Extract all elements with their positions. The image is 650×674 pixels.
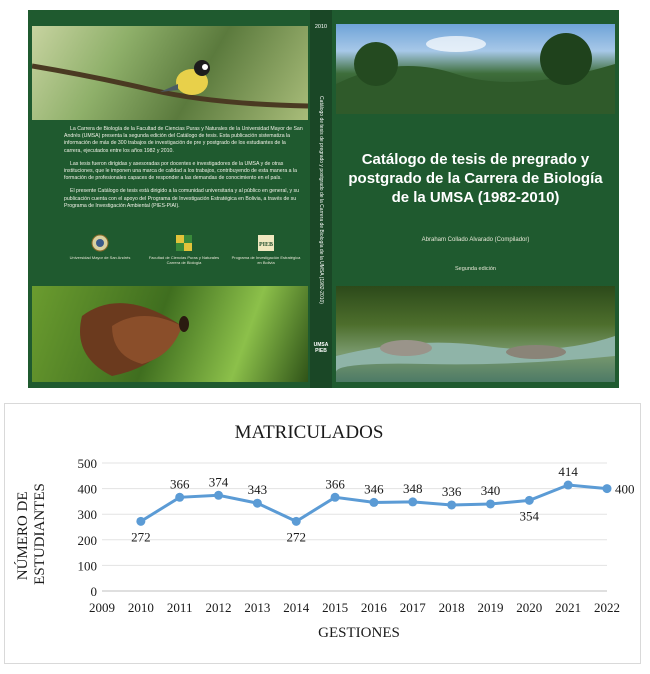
x-tick-label: 2019 (477, 600, 504, 615)
x-tick-label: 2020 (516, 600, 543, 615)
spine-title: Catálogo de tesis de pregrado y postgrado de la Carrera de Biología de la UMSA (1982-2010) (318, 96, 324, 304)
x-axis-label: GESTIONES (318, 625, 400, 641)
data-label: 348 (403, 480, 423, 496)
data-label: 366 (325, 476, 345, 492)
data-point (369, 498, 378, 507)
x-tick-label: 2016 (360, 600, 387, 615)
data-point (214, 491, 223, 500)
data-point (564, 481, 573, 490)
y-tick-label: 400 (77, 481, 97, 497)
data-label: 414 (558, 464, 578, 480)
front-cover (332, 10, 619, 388)
data-point (331, 493, 340, 502)
y-axis-label-line: NÚMERO DE (15, 491, 31, 581)
spine-code (310, 342, 332, 354)
book-author: Abraham Collado Alvarado (Compilador) (421, 237, 530, 243)
y-axis-label (14, 483, 48, 585)
data-label: 346 (364, 481, 384, 497)
y-tick-label: 500 (77, 456, 97, 471)
data-label: 343 (247, 482, 268, 498)
data-point (292, 517, 301, 526)
svg-text:PIEB: PIEB (258, 242, 274, 248)
x-tick-label: 2013 (244, 600, 271, 615)
book-title-line: Catálogo de tesis de pregrado y (361, 151, 590, 168)
data-label: 272 (131, 529, 151, 545)
x-tick-label: 2012 (205, 600, 232, 615)
pieb-logo-label: Programa de Investigación Estratégica en Bolivia (231, 255, 301, 265)
data-label: 354 (519, 508, 540, 524)
faculty-logo (148, 234, 220, 265)
data-point (486, 499, 495, 508)
river-photo (336, 286, 615, 382)
y-axis-ticks (78, 456, 98, 599)
data-point (447, 500, 456, 509)
back-paragraph: Las tesis fueron dirigidas y asesoradas por docentes e investigadores de la UMSA y de otras instituciones, que le imponen una marca de calidad a los trabajos, contribuyendo de esta manera a la formación de profesionales capaces de responder a las demandas de conocimiento en el país. (64, 160, 298, 182)
data-label: 400 (615, 481, 635, 497)
chart-container (4, 403, 641, 664)
data-label: 374 (208, 474, 229, 490)
book-cover (28, 10, 619, 388)
umsa-logo (64, 234, 136, 260)
x-tick-label: 2018 (438, 600, 465, 615)
spine-year: 2010 (314, 24, 328, 30)
data-label: 340 (480, 482, 501, 498)
matriculados-chart (5, 404, 640, 663)
forest-photo (336, 24, 615, 114)
book-edition: Segunda edición (455, 266, 496, 272)
butterfly-photo (32, 286, 308, 382)
book-title-line: de la UMSA (1982-2010) (391, 189, 560, 206)
x-tick-label: 2015 (322, 600, 349, 615)
y-tick-label: 100 (77, 558, 97, 574)
data-point (175, 493, 184, 502)
x-tick-label: 2022 (594, 600, 620, 615)
y-axis-label-line: ESTUDIANTES (32, 483, 48, 585)
bird-photo (32, 26, 308, 120)
x-tick-label: 2017 (399, 600, 426, 615)
spine-code-line: UMSA (313, 342, 329, 348)
y-tick-label: 200 (77, 532, 97, 548)
back-paragraph: El presente Catálogo de tesis está dirigido a la comunidad universitaria y al público en general, y su publicación cuenta con el apoyo del Programa de Investigación Estratégica en Bolivia, a través de su Programa de Investigación Ambiental (PIES-PIAI). (64, 188, 299, 209)
umsa-seal-icon (91, 234, 109, 252)
data-point (136, 517, 145, 526)
pieb-logo-icon (257, 234, 275, 252)
book-title (332, 150, 619, 207)
data-label: 272 (286, 529, 306, 545)
data-label: 366 (169, 476, 190, 492)
umsa-logo-label: Universidad Mayor de San Andrés (69, 255, 131, 260)
data-point (603, 484, 612, 493)
data-labels (131, 464, 634, 544)
data-point (408, 497, 417, 506)
x-tick-label: 2009 (89, 600, 115, 615)
chart-title: MATRICULADOS (234, 422, 384, 443)
y-tick-label: 0 (90, 584, 97, 599)
back-cover-text (64, 126, 304, 216)
back-paragraph: La Carrera de Biología de la Facultad de Ciencias Puras y Naturales de la Universidad Mayor de San Andrés (UMSA) presenta la segunda edición del Catálogo de tesis. Esta publicación sistematiza la información de más de 300 trabajos de investigación de pre y postgrado de los estudiantes de la carrera, ejecutados entre los años 1982 y 2010. (64, 126, 303, 154)
y-tick-label: 300 (77, 507, 97, 523)
x-tick-label: 2010 (127, 600, 154, 615)
x-axis-ticks (89, 600, 620, 615)
institution-logos (68, 234, 301, 274)
x-tick-label: 2011 (166, 600, 193, 615)
back-cover (28, 10, 310, 388)
book-title-line: postgrado de la Carrera de Biología (348, 170, 603, 187)
data-point (525, 496, 534, 505)
data-label: 336 (441, 483, 462, 499)
book-spine (310, 10, 332, 388)
pieb-logo (230, 234, 302, 265)
x-tick-label: 2014 (283, 600, 310, 615)
faculty-logo-icon (175, 234, 193, 252)
x-tick-label: 2021 (555, 600, 582, 615)
faculty-logo-label: Facultad de Ciencias Puras y Naturales Carrera de Biología (148, 255, 220, 265)
data-point (253, 499, 262, 508)
spine-code-line: PIEB (315, 348, 327, 354)
